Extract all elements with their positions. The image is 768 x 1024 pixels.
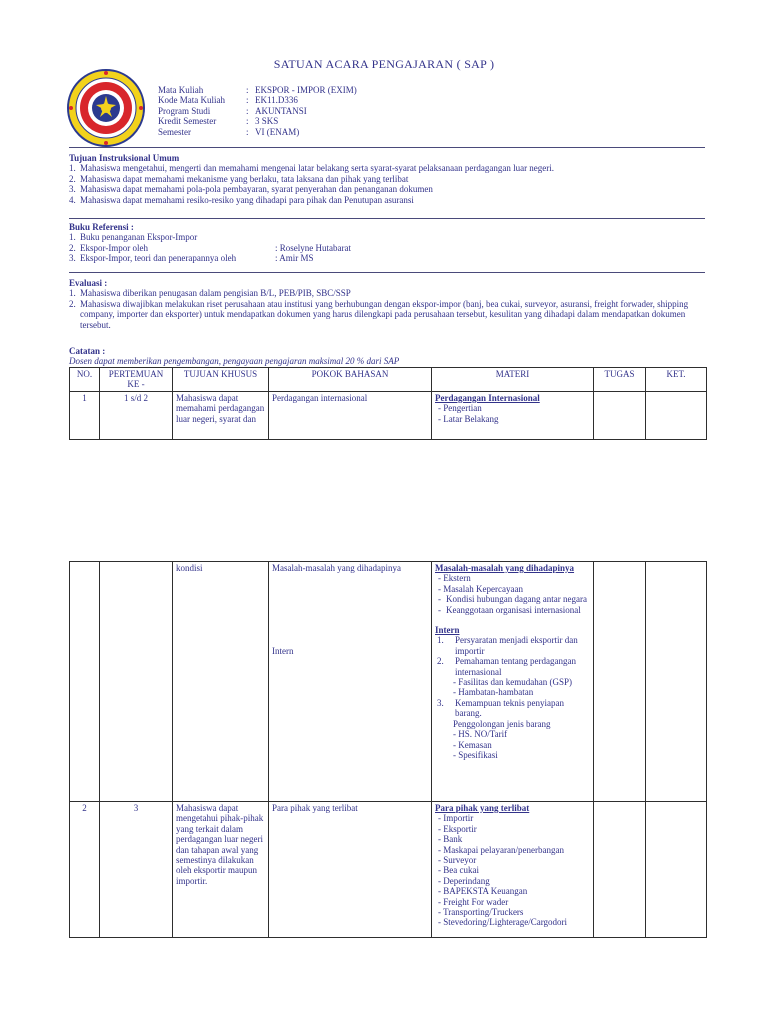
list-item: 3. Ekspor-Impor, teori dan penerapannya oleh : Amir MS (69, 253, 314, 264)
list-item: - Fasilitas dan kemudahan (GSP) (453, 677, 572, 688)
cell-no: 1 (70, 391, 100, 439)
list-item: 2. Mahasiswa diwajibkan melakukan riset perusahaan atau institusi yang berhubungan dengan ekspor-impor (banj, bea cukai, surveyor, asuransi, freight forwader, shipping company, importer dan eksporter) untuk mendapatkan dokumen yang harus dilengkapi pada perusahaan tersebut, kesulitan yang dihadapi dalam mendapatkan dokumen tersebut. (69, 298, 689, 330)
list-item: 2. Ekspor-Impor oleh : Roselyne Hutabarat (69, 242, 351, 253)
buku-heading: Buku Referensi : (69, 222, 134, 232)
sap-table-part-2 (69, 561, 707, 938)
list-item: - Surveyor (438, 855, 477, 866)
list-item: - Maskapai pelayaran/penerbangan (438, 844, 564, 855)
list-item: - Stevedoring/Lighterage/Cargodori (438, 917, 568, 928)
list-item: - Latar Belakang (438, 413, 499, 424)
list-item: - Kondisi hubungan dagang antar negara (438, 594, 587, 605)
cell-tujuan: Mahasiswa dapat memahami perdagangan luar negeri, syarat dan (173, 391, 269, 439)
cell-pokok: Para pihak yang terlibat (269, 802, 432, 938)
university-logo (66, 68, 146, 148)
buku-section (69, 222, 709, 264)
list-item: - BAPEKSTA Keuangan (438, 886, 528, 897)
list-item: - Deperindang (438, 875, 490, 886)
cell-pokok: Perdagangan internasional (269, 391, 432, 439)
cell-materi (432, 562, 594, 802)
header-pertemuan: PERTEMUAN KE - (100, 368, 173, 392)
course-info (158, 85, 357, 137)
header-materi: MATERI (432, 368, 594, 392)
list-item: - Freight For wader (438, 896, 509, 907)
list-item: 1. Persyaratan menjadi eksportir dan importir (437, 635, 578, 656)
list-item: - Kemasan (453, 739, 492, 750)
evaluasi-heading: Evaluasi : (69, 278, 108, 288)
list-item: 3. Kemampuan teknis penyiapan barang. (437, 697, 564, 719)
cell-tugas (594, 802, 646, 938)
materi-heading: Intern (435, 625, 460, 636)
info-row-program: Program Studi : AKUNTANSI (158, 105, 307, 116)
list-item: - Keanggotaan organisasi internasional (438, 604, 581, 615)
header-tujuan: TUJUAN KHUSUS (173, 368, 269, 392)
list-item: - Bank (438, 834, 463, 845)
cell-no: 2 (70, 802, 100, 938)
cell-materi (432, 391, 594, 439)
cell-no (70, 562, 100, 802)
list-item: 3. Mahasiswa dapat memahami pola-pola pembayaran, syarat penyerahan dan penanganan dokumen (69, 184, 433, 195)
catatan-section (69, 346, 709, 367)
cell-ket (646, 562, 707, 802)
document-title: SATUAN ACARA PENGAJARAN ( SAP ) (273, 57, 495, 71)
header-tugas: TUGAS (594, 368, 646, 392)
materi-heading: Masalah-masalah yang dihadapinya (435, 563, 575, 573)
seal-icon (66, 68, 146, 148)
info-row-kredit: Kredit Semester : 3 SKS (158, 116, 279, 127)
materi-heading: Perdagangan Internasional (435, 392, 540, 403)
list-item: 2. Pemahaman tentang perdagangan internasional (437, 656, 576, 677)
list-item: - Masalah Kepercayaan (438, 583, 523, 594)
divider (69, 147, 705, 148)
divider (69, 218, 705, 219)
header-ket: KET. (646, 368, 707, 392)
info-row-semester: Semester : VI (ENAM) (158, 126, 300, 137)
pokok-intern: Intern (272, 646, 294, 657)
list-item: - HS. NO/Tarif (453, 729, 508, 740)
list-item: - Bea cukai (438, 865, 479, 876)
table-row (70, 562, 707, 802)
cell-pokok (269, 562, 432, 802)
tiu-heading: Tujuan Instruksional Umum (69, 153, 180, 163)
info-row-kode: Kode Mata Kuliah : EK11.D336 (158, 95, 298, 106)
cell-tugas (594, 562, 646, 802)
pokok-masalah: Masalah-masalah yang dihadapinya (272, 563, 401, 573)
list-item: - Transporting/Truckers (438, 907, 524, 918)
sap-table-part-1 (69, 367, 707, 440)
list-item: - Spesifikasi (453, 749, 498, 760)
evaluasi-section (69, 278, 709, 330)
divider (69, 272, 705, 273)
cell-tugas (594, 391, 646, 439)
list-item: 1. Buku penanganan Ekspor-Impor (69, 232, 198, 243)
table-row (70, 802, 707, 938)
info-row-mata-kuliah: Mata Kuliah : EKSPOR - IMPOR (EXIM) (158, 85, 357, 95)
cell-ket (646, 802, 707, 938)
list-item: 4. Mahasiswa dapat memahami resiko-resiko yang dihadapi para pihak dan Penutupan asuransi (69, 194, 414, 205)
header-no: NO. (70, 368, 100, 392)
list-item: 1. Mahasiswa diberikan penugasan dalam pengisian B/L, PEB/PIB, SBC/SSP (69, 288, 351, 299)
table-header-row (70, 368, 707, 392)
cell-ket (646, 391, 707, 439)
list-item: - Pengertian (438, 403, 482, 414)
list-item: 1. Mahasiswa mengetahui, mengerti dan memahami mengenai latar belakang serta syarat-syarat pelaksanaan perdagangan luar negeri. (69, 163, 555, 174)
tiu-section (69, 153, 709, 205)
catatan-text: Dosen dapat memberikan pengembangan, pengayaan pengajaran maksimal 20 % dari SAP (69, 356, 400, 367)
materi-heading: Para pihak yang terlibat (435, 803, 530, 813)
list-item: - Importir (438, 813, 474, 824)
list-item: 2. Mahasiswa dapat memahami mekanisme yang berlaku, tata laksana dan pihak yang terlibat (69, 173, 409, 184)
cell-tujuan: kondisi (173, 562, 269, 802)
cell-pertemuan: 1 s/d 2 (100, 391, 173, 439)
catatan-heading: Catatan : (69, 346, 106, 356)
list-item: - Hambatan-hambatan (453, 687, 534, 698)
cell-pertemuan: 3 (100, 802, 173, 938)
cell-tujuan: Mahasiswa dapat mengetahui pihak-pihak yang terkait dalam perdagangan luar negeri dan tahapan awal yang semestinya dilakukan oleh eksportir maupun importir. (173, 802, 269, 938)
list-item: - Eksportir (438, 823, 477, 834)
table-row (70, 391, 707, 439)
header-pokok: POKOK BAHASAN (269, 368, 432, 392)
list-item: Penggolongan jenis barang (453, 718, 551, 729)
cell-pertemuan (100, 562, 173, 802)
list-item: - Ekstern (438, 573, 471, 584)
cell-materi (432, 802, 594, 938)
